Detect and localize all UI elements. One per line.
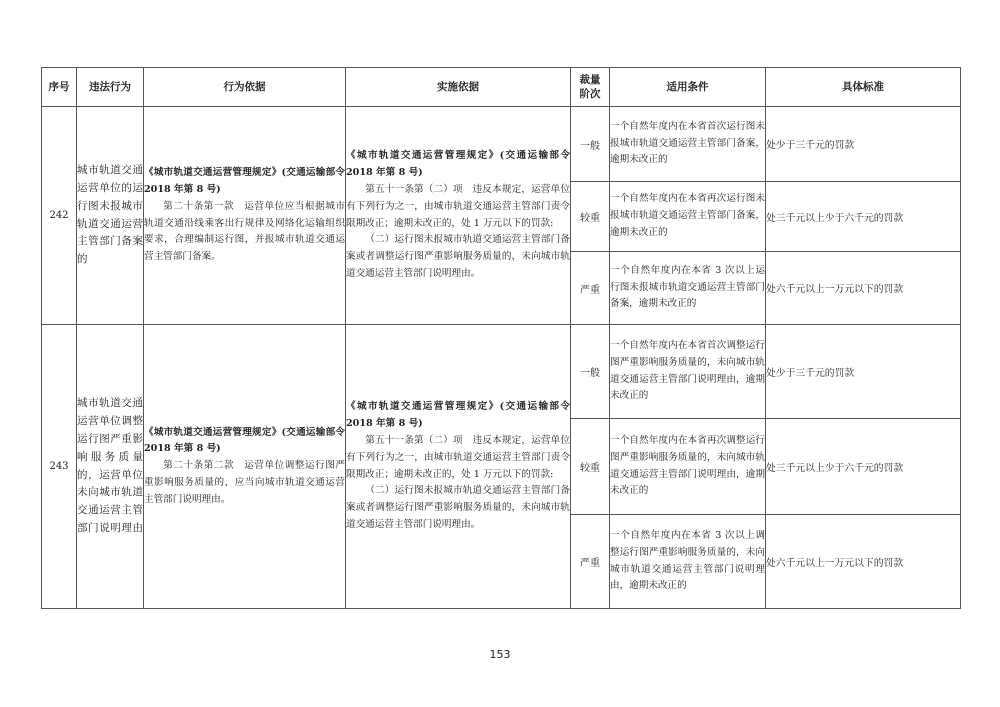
- header-seq: 序号: [42, 68, 77, 107]
- basis-cell: [144, 107, 346, 325]
- header-basis: 行为依据: [144, 68, 346, 107]
- standard-cell: 处少于三千元的罚款: [766, 107, 961, 182]
- basis-cell: [144, 325, 346, 609]
- condition-cell: 一个自然年度内在本省 3 次以上调整运行图严重影响服务质量的，未向城市轨道交通运营主管部门说明理由，逾期未改正的: [610, 515, 766, 609]
- condition-cell: 一个自然年度内在本省首次调整运行图严重影响服务质量的，未向城市轨道交通运营主管部门说明理由，逾期未改正的: [610, 325, 766, 419]
- condition-cell: 一个自然年度内在本省再次运行图未报城市轨道交通运营主管部门备案，逾期未改正的: [610, 182, 766, 252]
- level-cell: 严重: [571, 515, 610, 609]
- implementation-title: 《城市轨道交通运营管理规定》(交通运输部令 2018 年第 8 号): [346, 150, 570, 179]
- implementation-cell: [346, 325, 571, 609]
- header-row: [42, 68, 961, 107]
- level-cell: 一般: [571, 325, 610, 419]
- condition-cell: 一个自然年度内在本省首次运行图未报城市轨道交通运营主管部门备案，逾期未改正的: [610, 107, 766, 182]
- basis-title: 《城市轨道交通运营管理规定》(交通运输部令 2018 年第 8 号): [144, 167, 345, 195]
- implementation-cell: [346, 107, 571, 325]
- seq-cell: 242: [42, 107, 77, 325]
- implementation-item: （二）运行图未报城市轨道交通运营主管部门备案或者调整运行图严重影响服务质量的，未向城市轨道交通运营主管部门说明理由。: [346, 485, 570, 530]
- level-cell: 严重: [571, 252, 610, 325]
- basis-title: 《城市轨道交通运营管理规定》(交通运输部令 2018 年第 8 号): [144, 426, 345, 455]
- table-row: [42, 107, 961, 182]
- basis-text: 第二十条第一款 运营单位应当根据城市轨道交通沿线乘客出行规律及网络化运输组织要求，合理编制运行图，并报城市轨道交通运营主管部门备案。: [144, 200, 345, 263]
- penalty-table: [41, 67, 961, 609]
- table-row: [42, 325, 961, 419]
- violation-cell: 城市轨道交通运营单位调整运行图严重影响服务质量的，运营单位未向城市轨道交通运营主管部门说明理由: [77, 325, 144, 609]
- standard-cell: 处少于三千元的罚款: [766, 325, 961, 419]
- seq-cell: 243: [42, 325, 77, 609]
- basis-text: 第二十条第二款 运营单位调整运行图严重影响服务质量的，应当向城市轨道交通运营主管部门说明理由。: [144, 460, 345, 505]
- standard-cell: 处六千元以上一万元以下的罚款: [766, 515, 961, 609]
- page-number: 153: [489, 648, 511, 661]
- header-condition: 适用条件: [610, 68, 766, 107]
- header-implementation: 实施依据: [346, 68, 571, 107]
- header-standard: 具体标准: [766, 68, 961, 107]
- standard-cell: 处六千元以上一万元以下的罚款: [766, 252, 961, 325]
- violation-cell: 城市轨道交通运营单位的运行图未报城市轨道交通运营主管部门备案的: [77, 107, 144, 325]
- condition-cell: 一个自然年度内在本省再次调整运行图严重影响服务质量的，未向城市轨道交通运营主管部门说明理由，逾期未改正的: [610, 419, 766, 515]
- level-cell: 一般: [571, 107, 610, 182]
- implementation-text: 第五十一条第（二）项 违反本规定，运营单位有下列行为之一，由城市轨道交通运营主管部门责令限期改正；逾期未改正的，处 1 万元以下的罚款:: [346, 183, 570, 229]
- header-level: 裁量阶次: [571, 68, 610, 107]
- standard-cell: 处三千元以上少于六千元的罚款: [766, 182, 961, 252]
- header-violation: 违法行为: [77, 68, 144, 107]
- implementation-item: （二）运行图未报城市轨道交通运营主管部门备案或者调整运行图严重影响服务质量的，未向城市轨道交通运营主管部门说明理由。: [346, 234, 570, 279]
- implementation-title: 《城市轨道交通运营管理规定》(交通运输部令 2018 年第 8 号): [346, 401, 570, 430]
- level-cell: 较重: [571, 182, 610, 252]
- level-cell: 较重: [571, 419, 610, 515]
- implementation-text: 第五十一条第（二）项 违反本规定，运营单位有下列行为之一，由城市轨道交通运营主管部门责令限期改正；逾期未改正的，处 1 万元以下的罚款:: [346, 434, 570, 480]
- condition-cell: 一个自然年度内在本省 3 次以上运行图未报城市轨道交通运营主管部门备案，逾期未改正的: [610, 252, 766, 325]
- standard-cell: 处三千元以上少于六千元的罚款: [766, 419, 961, 515]
